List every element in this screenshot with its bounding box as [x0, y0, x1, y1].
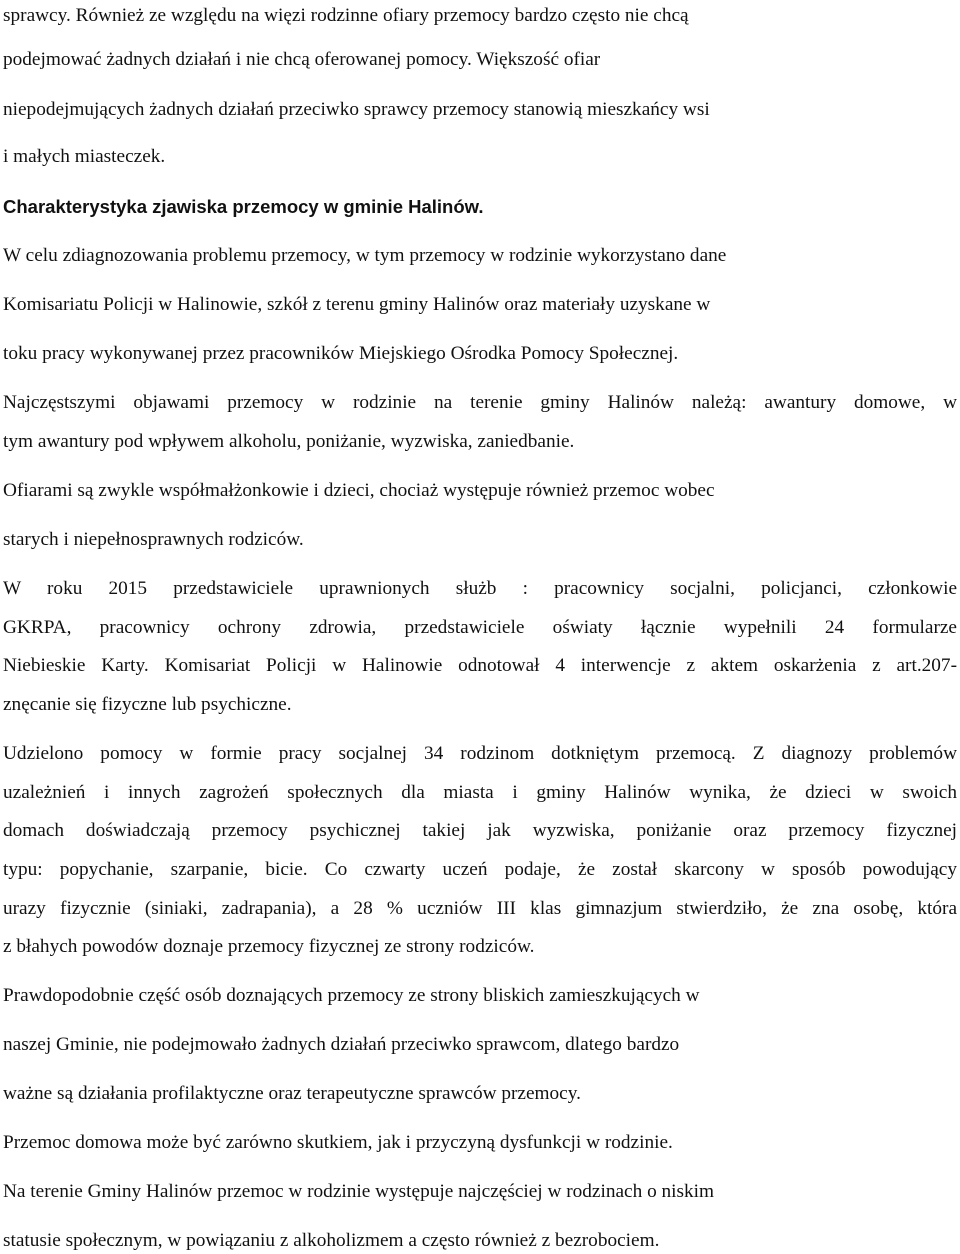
paragraph-line: i małych miasteczek. — [3, 146, 166, 167]
paragraph-line: Prawdopodobnie część osób doznających przemocy ze strony bliskich zamieszkujących w — [3, 985, 700, 1006]
paragraph-line: urazy fizycznie (siniaki, zadrapania), a 28 % uczniów III klas gimnazjum stwierdziło, że zna osobę, która — [3, 898, 957, 919]
paragraph-line: Ofiarami są zwykle współmałżonkowie i dzieci, chociaż występuje również przemoc wobec — [3, 480, 715, 501]
section-heading: Charakterystyka zjawiska przemocy w gminie Halinów. — [3, 196, 484, 217]
paragraph-line: z błahych powodów doznaje przemocy fizycznej ze strony rodziców. — [3, 936, 535, 957]
paragraph-line: Najczęstszymi objawami przemocy w rodzinie na terenie gminy Halinów należą: awantury domowe, w — [3, 392, 957, 413]
paragraph-line: Niebieskie Karty. Komisariat Policji w Halinowie odnotował 4 interwencje z aktem oskarżenia z art.207- — [3, 655, 957, 676]
paragraph-line: ważne są działania profilaktyczne oraz terapeutyczne sprawców przemocy. — [3, 1083, 581, 1104]
paragraph-line: starych i niepełnosprawnych rodziców. — [3, 529, 304, 550]
paragraph-line: sprawcy. Również ze względu na więzi rodzinne ofiary przemocy bardzo często nie chcą — [3, 5, 689, 26]
paragraph-line: typu: popychanie, szarpanie, bicie. Co czwarty uczeń podaje, że został skarcony w sposób powodujący — [3, 859, 957, 880]
paragraph-line: domach doświadczają przemocy psychicznej takiej jak wyzwiska, poniżanie oraz przemocy fizycznej — [3, 820, 957, 841]
paragraph-line: Na terenie Gminy Halinów przemoc w rodzinie występuje najczęściej w rodzinach o niskim — [3, 1181, 715, 1202]
paragraph-line: statusie społecznym, w powiązaniu z alkoholizmem a często również z bezrobociem. — [3, 1230, 660, 1251]
paragraph-line: Udzielono pomocy w formie pracy socjalnej 34 rodzinom dotkniętym przemocą. Z diagnozy problemów — [3, 743, 957, 764]
paragraph-line: toku pracy wykonywanej przez pracowników Miejskiego Ośrodka Pomocy Społecznej. — [3, 343, 679, 364]
paragraph-line: GKRPA, pracownicy ochrony zdrowia, przedstawiciele oświaty łącznie wypełnili 24 formularze — [3, 617, 957, 638]
paragraph-line: Komisariatu Policji w Halinowie, szkół z terenu gminy Halinów oraz materiały uzyskane w — [3, 294, 711, 315]
paragraph-line: znęcanie się fizyczne lub psychiczne. — [3, 694, 292, 715]
paragraph-line: tym awantury pod wpływem alkoholu, poniżanie, wyzwiska, zaniedbanie. — [3, 431, 575, 452]
paragraph-line: podejmować żadnych działań i nie chcą oferowanej pomocy. Większość ofiar — [3, 49, 601, 70]
paragraph-line: uzależnień i innych zagrożeń społecznych dla miasta i gminy Halinów wynika, że dzieci w swoich — [3, 782, 957, 803]
paragraph-line: naszej Gminie, nie podejmowało żadnych działań przeciwko sprawcom, dlatego bardzo — [3, 1034, 680, 1055]
paragraph-line: niepodejmujących żadnych działań przeciwko sprawcy przemocy stanowią mieszkańcy wsi — [3, 99, 710, 120]
paragraph-line: W celu zdiagnozowania problemu przemocy, w tym przemocy w rodzinie wykorzystano dane — [3, 245, 727, 266]
paragraph-line: W roku 2015 przedstawiciele uprawnionych służb : pracownicy socjalni, policjanci, członkowie — [3, 578, 957, 599]
paragraph-line: Przemoc domowa może być zarówno skutkiem, jak i przyczyną dysfunkcji w rodzinie. — [3, 1132, 673, 1153]
